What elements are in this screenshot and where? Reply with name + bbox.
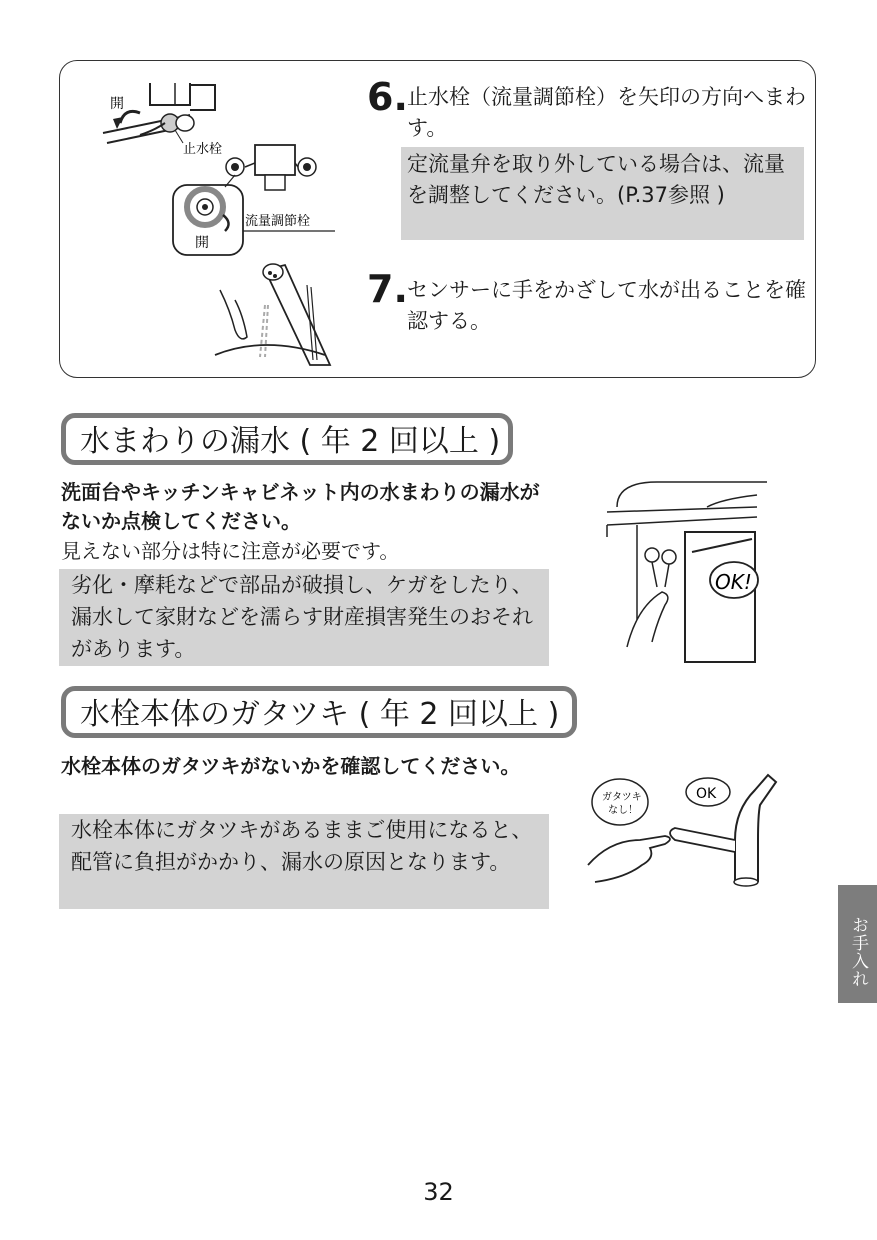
step7-number: 7. [367, 267, 408, 311]
section1-title: 水まわりの漏水 ( 年 2 回以上 ) [61, 413, 513, 465]
bubble-ok: OK [696, 786, 717, 802]
step6-text: 止水栓（流量調節栓）を矢印の方向へまわす。 [407, 85, 806, 140]
bubble-line2: なし！ [608, 805, 638, 816]
side-tab-care[interactable]: お手入れ [838, 885, 877, 1003]
label-open-1: 開 [110, 96, 124, 112]
label-open-2: 開 [195, 235, 209, 251]
step6-note: 定流量弁を取り外している場合は、流量を調整してください。(P.37参照 ) [401, 147, 804, 240]
section2-bold-text: 水栓本体のガタツキがないかを確認してください。 [61, 754, 521, 778]
valve-illustration [95, 75, 360, 370]
label-stop-valve: 止水栓 [183, 142, 223, 157]
section2-note: 水栓本体にガタツキがあるままご使用になると、配管に負担がかかり、漏水の原因となります。 [59, 814, 549, 909]
section2-title: 水栓本体のガタツキ ( 年 2 回以上 ) [61, 686, 577, 738]
cabinet-illustration [597, 477, 772, 667]
step7-text: センサーに手をかざして水が出ることを確認する。 [407, 278, 806, 333]
ok-label: OK! [715, 570, 752, 594]
faucet-illustration [580, 770, 780, 890]
section1-plain-text: 見えない部分は特に注意が必要です。 [61, 539, 400, 563]
step6-number: 6. [367, 75, 408, 119]
bubble-line1: ガタツキ [602, 792, 642, 803]
page-number: 32 [423, 1178, 454, 1206]
section1-bold-text: 洗面台やキッチンキャビネット内の水まわりの漏水がないか点検してください。 [61, 480, 540, 533]
section1-note: 劣化・摩耗などで部品が破損し、ケガをしたり、漏水して家財などを濡らす財産損害発生のおそれがあります。 [59, 569, 549, 666]
label-flow-valve: 流量調節栓 [245, 214, 311, 229]
